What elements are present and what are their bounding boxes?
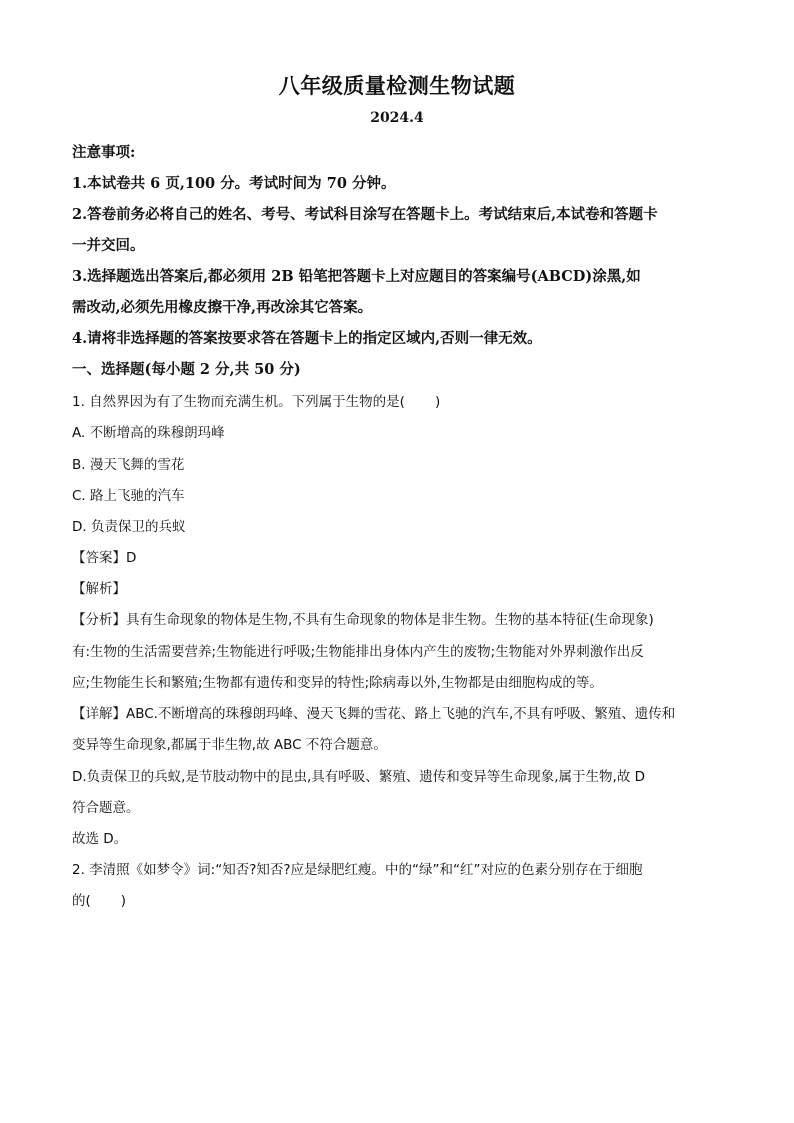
notice-item: 3.选择题选出答案后,都必须用 2B 铅笔把答题卡上对应题目的答案编号(ABCD)涂黑,如 [72,268,641,285]
analysis-line: 【详解】ABC.不断增高的珠穆朗玛峰、漫天飞舞的雪花、路上飞驰的汽车,不具有呼吸、繁殖、遗传和 [72,706,676,722]
question-1-option-a: A. 不断增高的珠穆朗玛峰 [72,425,225,441]
notice-item: 2.答卷前务必将自己的姓名、考号、考试科目涂写在答题卡上。考试结束后,本试卷和答题卡 [72,206,658,223]
question-2-stem-line-2 [72,889,732,909]
question-1-stem-end: ) [434,394,441,410]
question-1-analysis-tag: 【解析】 [72,581,126,597]
analysis-line: D.负责保卫的兵蚁,是节肢动物中的昆虫,具有呼吸、繁殖、遗传和变异等生命现象,属于生物,故 D [72,769,646,785]
notice-heading: 注意事项: [72,144,136,161]
question-2-stem-line-2-end: ) [120,893,127,909]
analysis-line: 故选 D。 [72,831,128,847]
question-2-stem-line-1: 2. 李清照《如梦令》词:“知否?知否?应是绿肥红瘦。中的“绿”和“红”对应的色素分别存在于细胞 [72,862,643,878]
analysis-line: 【分析】具有生命现象的物体是生物,不具有生命现象的物体是非生物。生物的基本特征(生命现象) [72,612,654,628]
question-1-option-c: C. 路上飞驰的汽车 [72,488,185,504]
question-1-option-d: D. 负责保卫的兵蚁 [72,519,186,535]
analysis-line: 符合题意。 [72,800,140,816]
question-1-option-b: B. 漫天飞舞的雪花 [72,457,185,473]
analysis-line: 有:生物的生活需要营养;生物能进行呼吸;生物能排出身体内产生的废物;生物能对外界刺激作出反 [72,644,644,660]
notice-item: 1.本试卷共 6 页,100 分。考试时间为 70 分钟。 [72,175,396,192]
question-1-stem [72,390,732,410]
analysis-line: 变异等生命现象,都属于非生物,故 ABC 不符合题意。 [72,737,387,753]
notice-item: 4.请将非选择题的答案按要求答在答题卡上的指定区域内,否则一律无效。 [72,330,542,347]
notice-item: 一并交回。 [72,237,145,254]
section-heading: 一、选择题(每小题 2 分,共 50 分) [72,361,301,378]
page-title: 八年级质量检测生物试题 [278,73,516,98]
analysis-line: 应;生物能生长和繁殖;生物都有遗传和变异的特性;除病毒以外,生物都是由细胞构成的等。 [72,675,603,691]
question-2-stem-line-2-text: 的( [72,893,91,909]
question-1-answer: 【答案】D [72,550,137,566]
notice-item: 需改动,必须先用橡皮擦干净,再改涂其它答案。 [72,299,373,316]
exam-date: 2024.4 [370,110,424,126]
question-1-stem-text: 1. 自然界因为有了生物而充满生机。下列属于生物的是( [72,394,405,410]
